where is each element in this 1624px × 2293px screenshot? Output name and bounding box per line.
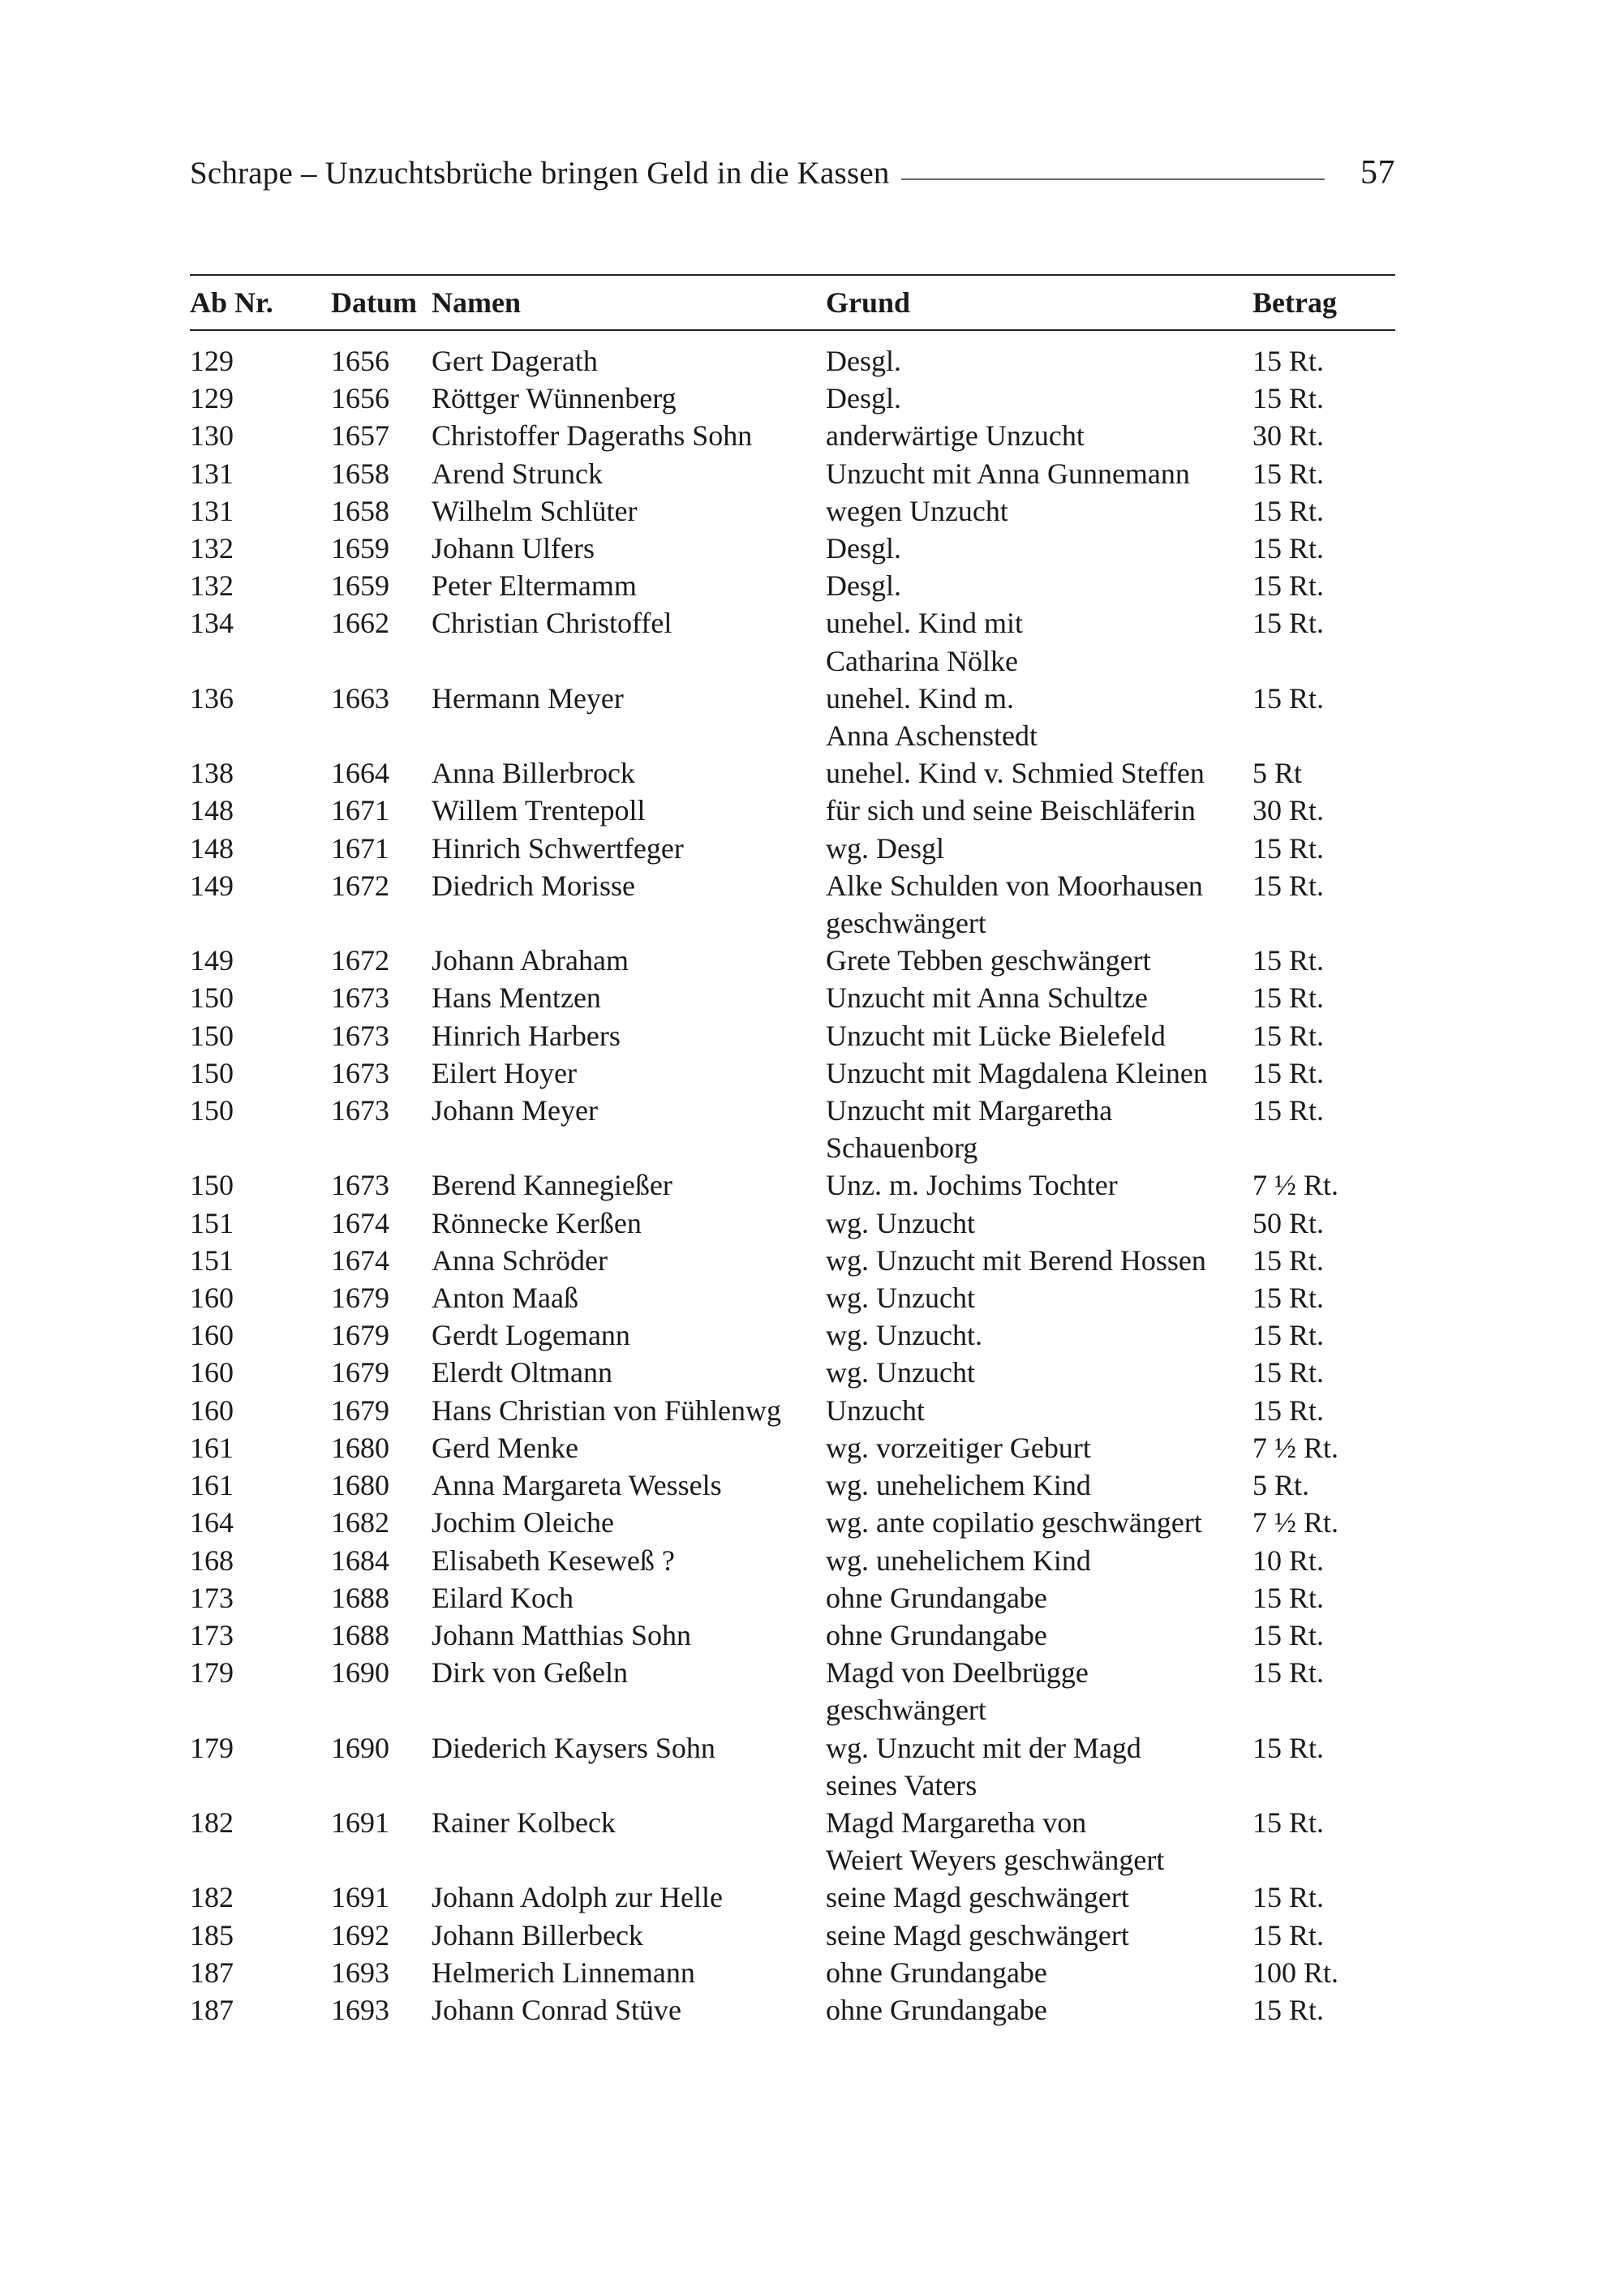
cell-grund-line: Unzucht mit Anna Schultze [826, 981, 1148, 1015]
cell-datum: 1688 [331, 1618, 389, 1651]
cell-grund [826, 942, 1252, 979]
cell-betrag: 15 Rt. [1252, 1806, 1325, 1839]
cell-betrag: 15 Rt. [1252, 345, 1325, 377]
cell-grund [826, 1879, 1252, 1916]
running-head [190, 148, 1395, 197]
cell-betrag: 15 Rt. [1252, 1393, 1325, 1427]
cell-grund-line: ohne Grundangabe [826, 1956, 1047, 1989]
cell-name: Peter Eltermamm [432, 569, 637, 603]
cell-grund-line: Unzucht mit Magdalena Kleinen [826, 1056, 1208, 1089]
cell-betrag: 5 Rt [1252, 757, 1303, 790]
cell-datum: 1659 [331, 569, 389, 603]
column-header-datum: Datum [331, 286, 417, 319]
table-row [190, 1542, 1395, 1579]
cell-datum: 1673 [331, 1019, 389, 1052]
cell-nr: 160 [190, 1356, 234, 1389]
cell-grund [826, 530, 1252, 567]
table-row [190, 754, 1395, 792]
cell-grund [826, 792, 1252, 829]
cell-grund-line: Desgl. [826, 532, 901, 565]
cell-nr: 151 [190, 1206, 234, 1239]
cell-datum: 1679 [331, 1319, 389, 1352]
cell-name: Eilard Koch [432, 1581, 574, 1614]
cell-grund-line: Desgl. [826, 345, 901, 377]
cell-grund [826, 1204, 1252, 1242]
cell-datum: 1656 [331, 345, 389, 377]
cell-name: Gerdt Logemann [432, 1319, 630, 1352]
table-row [190, 1466, 1395, 1504]
cell-betrag: 15 Rt. [1252, 1282, 1325, 1315]
table-row [190, 1917, 1395, 1954]
table-row [190, 1279, 1395, 1316]
table-row [190, 1654, 1395, 1728]
table-row [190, 867, 1395, 942]
fines-table-container [190, 274, 1395, 2029]
cell-betrag: 15 Rt. [1252, 1731, 1325, 1764]
cell-datum: 1679 [331, 1393, 389, 1427]
cell-nr: 136 [190, 681, 234, 715]
column-header-betrag: Betrag [1252, 286, 1337, 319]
cell-nr: 173 [190, 1581, 234, 1614]
cell-grund [826, 1092, 1252, 1166]
cell-grund [826, 1804, 1252, 1879]
cell-betrag: 15 Rt. [1252, 382, 1325, 415]
cell-betrag: 7 ½ Rt. [1252, 1506, 1339, 1539]
cell-betrag: 15 Rt. [1252, 1881, 1325, 1914]
table-row [190, 1242, 1395, 1279]
table-row [190, 1392, 1395, 1429]
running-head-rule [901, 178, 1325, 180]
table-row [190, 792, 1395, 829]
cell-datum: 1692 [331, 1918, 389, 1952]
cell-name: Anton Maaß [432, 1282, 578, 1315]
table-row [190, 680, 1395, 754]
cell-datum: 1656 [331, 382, 389, 415]
cell-grund [826, 1054, 1252, 1092]
cell-nr: 134 [190, 607, 234, 640]
table-row [190, 455, 1395, 492]
cell-betrag: 15 Rt. [1252, 607, 1325, 640]
cell-nr: 179 [190, 1656, 234, 1690]
cell-grund [826, 1429, 1252, 1466]
cell-grund-line: Unzucht mit Lücke Bielefeld [826, 1019, 1166, 1052]
cell-grund-line: wg. vorzeitiger Geburt [826, 1431, 1091, 1464]
cell-grund-line: anderwärtige Unzucht [826, 419, 1085, 453]
cell-grund [826, 1466, 1252, 1504]
table-row [190, 1729, 1395, 1804]
cell-betrag: 15 Rt. [1252, 831, 1325, 865]
table-row [190, 1504, 1395, 1541]
cell-betrag: 15 Rt. [1252, 457, 1325, 490]
cell-betrag: 100 Rt. [1252, 1956, 1339, 1989]
cell-grund [826, 567, 1252, 604]
cell-betrag: 15 Rt. [1252, 494, 1325, 527]
table-row [190, 830, 1395, 867]
cell-datum: 1673 [331, 1094, 389, 1127]
cell-name: Hinrich Schwertfeger [432, 831, 684, 865]
cell-grund [826, 1279, 1252, 1316]
cell-name: Hans Mentzen [432, 981, 601, 1015]
cell-betrag: 50 Rt. [1252, 1206, 1325, 1239]
table-row [190, 330, 1395, 380]
cell-name: Rönnecke Kerßen [432, 1206, 642, 1239]
table-row [190, 530, 1395, 567]
cell-grund-line: Anna Aschenstedt [826, 719, 1038, 753]
cell-nr: 160 [190, 1393, 234, 1427]
cell-grund [826, 1579, 1252, 1617]
cell-grund [826, 417, 1252, 454]
cell-name: Hans Christian von Fühlenwg [432, 1393, 781, 1427]
table-row [190, 1579, 1395, 1617]
cell-betrag: 7 ½ Rt. [1252, 1169, 1339, 1202]
cell-nr: 148 [190, 794, 234, 827]
table-row [190, 604, 1395, 679]
cell-datum: 1657 [331, 419, 389, 453]
cell-grund-line: wg. Desgl [826, 831, 944, 865]
cell-datum: 1673 [331, 1056, 389, 1089]
cell-grund-line: geschwängert [826, 907, 986, 940]
cell-grund [826, 1392, 1252, 1429]
table-row [190, 1879, 1395, 1916]
cell-grund-line: Unz. m. Jochims Tochter [826, 1169, 1118, 1202]
cell-name: Anna Schröder [432, 1243, 608, 1277]
table-row [190, 492, 1395, 530]
cell-grund-line: wg. unehelichem Kind [826, 1544, 1091, 1577]
cell-nr: 131 [190, 457, 234, 490]
cell-name: Johann Billerbeck [432, 1918, 643, 1952]
table-row [190, 1204, 1395, 1242]
cell-grund [826, 604, 1252, 679]
cell-nr: 151 [190, 1243, 234, 1277]
cell-name: Diederich Kaysers Sohn [432, 1731, 715, 1764]
cell-grund-line: geschwängert [826, 1694, 986, 1727]
cell-datum: 1690 [331, 1656, 389, 1690]
cell-betrag: 15 Rt. [1252, 681, 1325, 715]
table-row [190, 979, 1395, 1016]
cell-datum: 1673 [331, 1169, 389, 1202]
fines-table [190, 274, 1395, 2029]
cell-betrag: 10 Rt. [1252, 1544, 1325, 1577]
cell-nr: 130 [190, 419, 234, 453]
cell-nr: 131 [190, 494, 234, 527]
cell-nr: 185 [190, 1918, 234, 1952]
table-row [190, 1804, 1395, 1879]
cell-grund [826, 1354, 1252, 1391]
cell-datum: 1682 [331, 1506, 389, 1539]
cell-grund [826, 1654, 1252, 1728]
cell-datum: 1672 [331, 869, 389, 902]
cell-name: Anna Billerbrock [432, 757, 635, 790]
cell-grund [826, 1017, 1252, 1054]
table-row [190, 417, 1395, 454]
cell-nr: 129 [190, 345, 234, 377]
cell-nr: 132 [190, 569, 234, 603]
cell-betrag: 30 Rt. [1252, 419, 1325, 453]
cell-name: Anna Margareta Wessels [432, 1469, 722, 1502]
cell-grund-line: Grete Tebben geschwängert [826, 944, 1151, 977]
cell-datum: 1674 [331, 1243, 389, 1277]
cell-grund-line: Unzucht mit Margaretha [826, 1094, 1113, 1127]
cell-datum: 1679 [331, 1282, 389, 1315]
cell-datum: 1658 [331, 494, 389, 527]
cell-betrag: 15 Rt. [1252, 944, 1325, 977]
cell-nr: 182 [190, 1881, 234, 1914]
cell-grund [826, 1954, 1252, 1991]
cell-name: Berend Kannegießer [432, 1169, 672, 1202]
cell-grund [826, 680, 1252, 754]
column-header-grund: Grund [826, 286, 911, 319]
cell-betrag: 15 Rt. [1252, 569, 1325, 603]
cell-grund [826, 1542, 1252, 1579]
cell-nr: 173 [190, 1618, 234, 1651]
cell-name: Gerd Menke [432, 1431, 578, 1464]
cell-name: Johann Meyer [432, 1094, 598, 1127]
cell-grund [826, 1617, 1252, 1654]
cell-grund [826, 330, 1252, 380]
cell-datum: 1662 [331, 607, 389, 640]
cell-betrag: 15 Rt. [1252, 1581, 1325, 1614]
cell-grund-line: seine Magd geschwängert [826, 1881, 1129, 1914]
cell-betrag: 15 Rt. [1252, 1656, 1325, 1690]
cell-grund [826, 1166, 1252, 1204]
cell-grund-line: für sich und seine Beischläferin [826, 794, 1196, 827]
cell-datum: 1691 [331, 1881, 389, 1914]
cell-nr: 150 [190, 1169, 234, 1202]
cell-datum: 1674 [331, 1206, 389, 1239]
table-row [190, 1991, 1395, 2029]
cell-betrag: 15 Rt. [1252, 1019, 1325, 1052]
cell-nr: 161 [190, 1431, 234, 1464]
cell-grund [826, 1991, 1252, 2029]
cell-grund-line: ohne Grundangabe [826, 1993, 1047, 2026]
cell-name: Johann Abraham [432, 944, 629, 977]
cell-grund-line: ohne Grundangabe [826, 1581, 1047, 1614]
cell-nr: 187 [190, 1956, 234, 1989]
cell-grund-line: wg. Unzucht. [826, 1319, 982, 1352]
cell-name: Elerdt Oltmann [432, 1356, 612, 1389]
cell-name: Elisabeth Keseweß ? [432, 1544, 675, 1577]
cell-name: Jochim Oleiche [432, 1506, 614, 1539]
table-row [190, 942, 1395, 979]
cell-datum: 1663 [331, 681, 389, 715]
cell-name: Wilhelm Schlüter [432, 494, 638, 527]
cell-grund-line: Magd Margaretha von [826, 1806, 1087, 1839]
cell-nr: 150 [190, 1056, 234, 1089]
table-header-row [190, 275, 1395, 330]
cell-nr: 187 [190, 1993, 234, 2026]
cell-grund [826, 1729, 1252, 1804]
cell-name: Helmerich Linnemann [432, 1956, 695, 1989]
cell-grund-line: Unzucht mit Anna Gunnemann [826, 457, 1190, 490]
cell-grund-line: Desgl. [826, 569, 901, 603]
table-row [190, 1054, 1395, 1092]
cell-grund-line: wg. Unzucht [826, 1206, 975, 1239]
column-header-namen: Namen [432, 286, 521, 319]
cell-betrag: 15 Rt. [1252, 869, 1325, 902]
cell-nr: 182 [190, 1806, 234, 1839]
cell-name: Röttger Wünnenberg [432, 382, 677, 415]
cell-nr: 164 [190, 1506, 234, 1539]
cell-datum: 1691 [331, 1806, 389, 1839]
cell-grund [826, 1917, 1252, 1954]
cell-grund-line: wg. Unzucht [826, 1282, 975, 1315]
cell-betrag: 15 Rt. [1252, 1094, 1325, 1127]
cell-grund-line: wg. Unzucht [826, 1356, 975, 1389]
cell-name: Dirk von Geßeln [432, 1656, 628, 1690]
column-header-nr: Ab Nr. [190, 286, 273, 319]
cell-datum: 1679 [331, 1356, 389, 1389]
cell-grund [826, 1504, 1252, 1541]
cell-grund-line: Unzucht [826, 1393, 925, 1427]
cell-nr: 149 [190, 869, 234, 902]
cell-nr: 129 [190, 382, 234, 415]
cell-grund-line: unehel. Kind v. Schmied Steffen [826, 757, 1205, 790]
cell-nr: 148 [190, 831, 234, 865]
cell-nr: 149 [190, 944, 234, 977]
table-row [190, 1092, 1395, 1166]
cell-name: Arend Strunck [432, 457, 603, 490]
cell-nr: 150 [190, 1094, 234, 1127]
cell-datum: 1693 [331, 1956, 389, 1989]
cell-grund-line: wegen Unzucht [826, 494, 1008, 527]
cell-name: Willem Trentepoll [432, 794, 646, 827]
cell-betrag: 15 Rt. [1252, 1356, 1325, 1389]
cell-name: Johann Ulfers [432, 532, 595, 565]
cell-grund [826, 380, 1252, 417]
cell-datum: 1658 [331, 457, 389, 490]
cell-grund [826, 979, 1252, 1016]
table-row [190, 1316, 1395, 1354]
cell-name: Johann Conrad Stüve [432, 1993, 681, 2026]
cell-grund-line: seines Vaters [826, 1768, 977, 1801]
table-row [190, 1166, 1395, 1204]
cell-grund-line: wg. unehelichem Kind [826, 1469, 1091, 1502]
cell-datum: 1673 [331, 981, 389, 1015]
cell-name: Johann Matthias Sohn [432, 1618, 691, 1651]
cell-betrag: 15 Rt. [1252, 1918, 1325, 1952]
cell-grund-line: Alke Schulden von Moorhausen [826, 869, 1203, 902]
cell-betrag: 15 Rt. [1252, 1056, 1325, 1089]
cell-betrag: 7 ½ Rt. [1252, 1431, 1339, 1464]
cell-name: Eilert Hoyer [432, 1056, 577, 1089]
cell-grund-line: Weiert Weyers geschwängert [826, 1844, 1165, 1877]
table-row [190, 1017, 1395, 1054]
table-row [190, 1954, 1395, 1991]
cell-grund-line: Schauenborg [826, 1131, 978, 1165]
cell-datum: 1671 [331, 794, 389, 827]
cell-datum: 1664 [331, 757, 389, 790]
cell-name: Johann Adolph zur Helle [432, 1881, 723, 1914]
cell-grund [826, 830, 1252, 867]
table-row [190, 1429, 1395, 1466]
table-body [190, 330, 1395, 2029]
cell-datum: 1680 [331, 1431, 389, 1464]
cell-datum: 1688 [331, 1581, 389, 1614]
cell-grund [826, 867, 1252, 942]
cell-datum: 1680 [331, 1469, 389, 1502]
cell-grund [826, 1316, 1252, 1354]
cell-nr: 179 [190, 1731, 234, 1764]
table-row [190, 380, 1395, 417]
cell-betrag: 15 Rt. [1252, 1993, 1325, 2026]
cell-name: Hermann Meyer [432, 681, 624, 715]
cell-grund-line: ohne Grundangabe [826, 1618, 1047, 1651]
cell-grund [826, 455, 1252, 492]
cell-name: Christoffer Dageraths Sohn [432, 419, 753, 453]
cell-datum: 1671 [331, 831, 389, 865]
cell-nr: 150 [190, 981, 234, 1015]
cell-grund-line: wg. ante copilatio geschwängert [826, 1506, 1202, 1539]
running-head-title: Schrape – Unzuchtsbrüche bringen Geld in die Kassen [190, 155, 890, 191]
cell-nr: 160 [190, 1282, 234, 1315]
table-row [190, 567, 1395, 604]
cell-betrag: 15 Rt. [1252, 1319, 1325, 1352]
cell-datum: 1693 [331, 1993, 389, 2026]
cell-grund [826, 1242, 1252, 1279]
cell-nr: 132 [190, 532, 234, 565]
cell-name: Diedrich Morisse [432, 869, 635, 902]
cell-betrag: 15 Rt. [1252, 981, 1325, 1015]
cell-nr: 168 [190, 1544, 234, 1577]
cell-grund [826, 492, 1252, 530]
cell-name: Christian Christoffel [432, 607, 672, 640]
cell-nr: 150 [190, 1019, 234, 1052]
cell-datum: 1684 [331, 1544, 389, 1577]
cell-grund-line: Catharina Nölke [826, 644, 1018, 677]
cell-nr: 138 [190, 757, 234, 790]
cell-grund-line: unehel. Kind mit [826, 607, 1023, 640]
cell-name: Gert Dagerath [432, 345, 598, 377]
cell-grund-line: wg. Unzucht mit der Magd [826, 1731, 1141, 1764]
cell-betrag: 15 Rt. [1252, 1243, 1325, 1277]
table-row [190, 1617, 1395, 1654]
cell-grund-line: wg. Unzucht mit Berend Hossen [826, 1243, 1206, 1277]
cell-name: Rainer Kolbeck [432, 1806, 616, 1839]
table-row [190, 1354, 1395, 1391]
cell-grund-line: seine Magd geschwängert [826, 1918, 1129, 1952]
cell-datum: 1659 [331, 532, 389, 565]
cell-grund-line: unehel. Kind m. [826, 681, 1014, 715]
cell-betrag: 15 Rt. [1252, 532, 1325, 565]
cell-datum: 1690 [331, 1731, 389, 1764]
cell-nr: 160 [190, 1319, 234, 1352]
page-number: 57 [1360, 154, 1395, 191]
cell-betrag: 15 Rt. [1252, 1618, 1325, 1651]
cell-grund-line: Magd von Deelbrügge [826, 1656, 1089, 1690]
cell-name: Hinrich Harbers [432, 1019, 621, 1052]
cell-betrag: 30 Rt. [1252, 794, 1325, 827]
cell-nr: 161 [190, 1469, 234, 1502]
cell-datum: 1672 [331, 944, 389, 977]
cell-betrag: 5 Rt. [1252, 1469, 1310, 1502]
cell-grund-line: Desgl. [826, 382, 901, 415]
cell-grund [826, 754, 1252, 792]
